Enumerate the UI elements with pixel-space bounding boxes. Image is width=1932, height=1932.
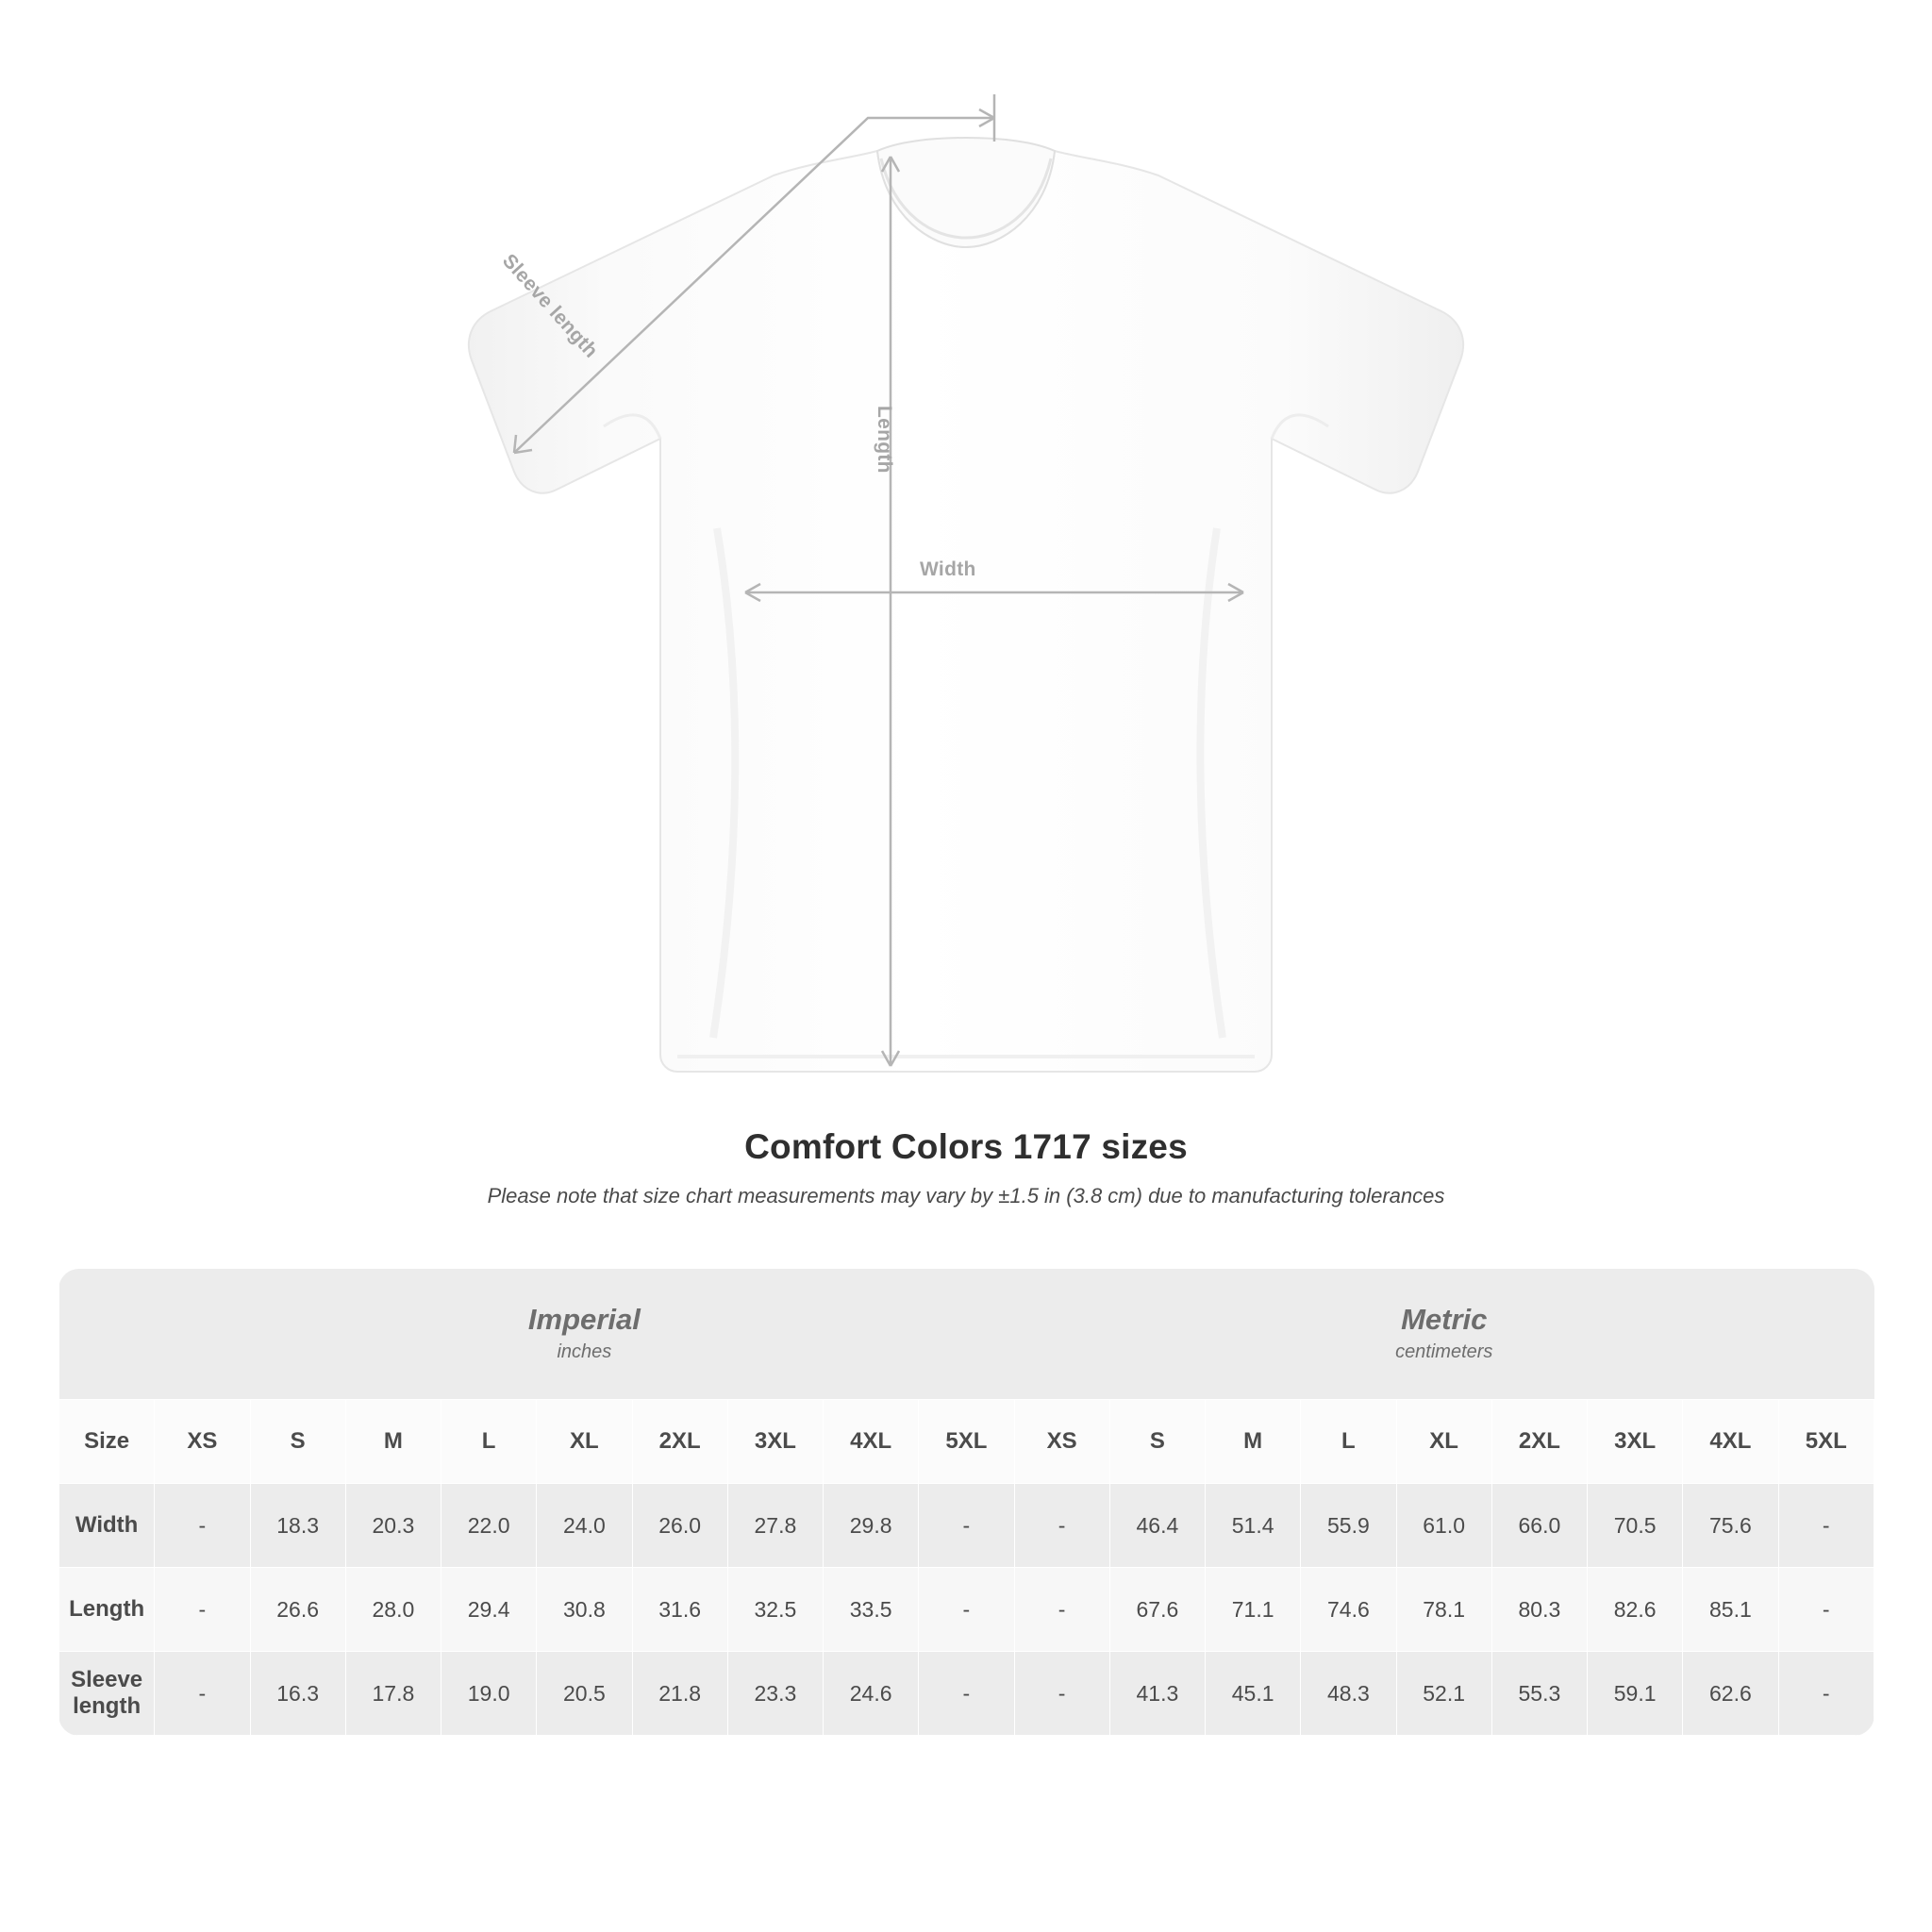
column-header-2xl-metric: 2XL xyxy=(1491,1400,1587,1484)
cell-width-xs-metric: - xyxy=(1014,1484,1109,1568)
cell-length-s-metric: 67.6 xyxy=(1109,1568,1205,1652)
cell-width-l-metric: 55.9 xyxy=(1301,1484,1396,1568)
column-header-2xl-imperial: 2XL xyxy=(632,1400,727,1484)
row-header-length: Length xyxy=(59,1568,155,1652)
cell-sleeve-length-2xl-imperial: 21.8 xyxy=(632,1652,727,1736)
label-sleeve-length: Sleeve length xyxy=(497,250,603,362)
cell-sleeve-length-4xl-imperial: 24.6 xyxy=(824,1652,919,1736)
column-header-xs-imperial: XS xyxy=(155,1400,250,1484)
column-header-3xl-imperial: 3XL xyxy=(727,1400,823,1484)
cell-sleeve-length-3xl-metric: 59.1 xyxy=(1588,1652,1683,1736)
cell-width-m-imperial: 20.3 xyxy=(345,1484,441,1568)
label-width: Width xyxy=(920,558,976,580)
cell-length-4xl-imperial: 33.5 xyxy=(824,1568,919,1652)
cell-length-5xl-imperial: - xyxy=(919,1568,1014,1652)
cell-length-2xl-imperial: 31.6 xyxy=(632,1568,727,1652)
table-row xyxy=(59,1568,1874,1652)
column-header-xl-imperial: XL xyxy=(537,1400,632,1484)
cell-width-xl-metric: 61.0 xyxy=(1396,1484,1491,1568)
size-table xyxy=(58,1269,1874,1736)
cell-sleeve-length-5xl-metric: - xyxy=(1778,1652,1874,1736)
shirt-shape xyxy=(469,138,1463,1072)
cell-width-2xl-metric: 66.0 xyxy=(1491,1484,1587,1568)
cell-length-xs-imperial: - xyxy=(155,1568,250,1652)
column-header-l-metric: L xyxy=(1301,1400,1396,1484)
cell-length-4xl-metric: 85.1 xyxy=(1683,1568,1778,1652)
cell-sleeve-length-4xl-metric: 62.6 xyxy=(1683,1652,1778,1736)
cell-width-l-imperial: 22.0 xyxy=(441,1484,537,1568)
cell-width-2xl-imperial: 26.0 xyxy=(632,1484,727,1568)
unit-group-name: Imperial xyxy=(527,1302,641,1336)
column-header-s-metric: S xyxy=(1109,1400,1205,1484)
cell-sleeve-length-m-imperial: 17.8 xyxy=(345,1652,441,1736)
cell-sleeve-length-s-imperial: 16.3 xyxy=(250,1652,345,1736)
column-header-xs-metric: XS xyxy=(1014,1400,1109,1484)
cell-width-xs-imperial: - xyxy=(155,1484,250,1568)
cell-length-xl-imperial: 30.8 xyxy=(537,1568,632,1652)
table-row xyxy=(59,1484,1874,1568)
chart-heading xyxy=(0,1127,1932,1208)
cell-width-xl-imperial: 24.0 xyxy=(537,1484,632,1568)
column-header-3xl-metric: 3XL xyxy=(1588,1400,1683,1484)
unit-group-imperial xyxy=(155,1269,1014,1400)
cell-sleeve-length-xs-imperial: - xyxy=(155,1652,250,1736)
label-length: Length xyxy=(874,406,895,474)
cell-sleeve-length-s-metric: 41.3 xyxy=(1109,1652,1205,1736)
unit-group-metric xyxy=(1014,1269,1874,1400)
cell-length-3xl-metric: 82.6 xyxy=(1588,1568,1683,1652)
column-header-m-metric: M xyxy=(1206,1400,1301,1484)
cell-length-xl-metric: 78.1 xyxy=(1396,1568,1491,1652)
cell-width-4xl-metric: 75.6 xyxy=(1683,1484,1778,1568)
cell-sleeve-length-xl-metric: 52.1 xyxy=(1396,1652,1491,1736)
cell-length-l-metric: 74.6 xyxy=(1301,1568,1396,1652)
column-header-5xl-metric: 5XL xyxy=(1778,1400,1874,1484)
size-header-row xyxy=(59,1400,1874,1484)
cell-width-s-imperial: 18.3 xyxy=(250,1484,345,1568)
column-header-size: Size xyxy=(59,1400,155,1484)
cell-width-3xl-imperial: 27.8 xyxy=(727,1484,823,1568)
column-header-xl-metric: XL xyxy=(1396,1400,1491,1484)
cell-sleeve-length-5xl-imperial: - xyxy=(919,1652,1014,1736)
cell-sleeve-length-m-metric: 45.1 xyxy=(1206,1652,1301,1736)
cell-length-m-metric: 71.1 xyxy=(1206,1568,1301,1652)
cell-sleeve-length-2xl-metric: 55.3 xyxy=(1491,1652,1587,1736)
cell-sleeve-length-xl-imperial: 20.5 xyxy=(537,1652,632,1736)
column-header-m-imperial: M xyxy=(345,1400,441,1484)
unit-group-subtitle: inches xyxy=(557,1341,612,1363)
cell-length-2xl-metric: 80.3 xyxy=(1491,1568,1587,1652)
cell-length-l-imperial: 29.4 xyxy=(441,1568,537,1652)
cell-width-s-metric: 46.4 xyxy=(1109,1484,1205,1568)
cell-sleeve-length-l-imperial: 19.0 xyxy=(441,1652,537,1736)
cell-sleeve-length-l-metric: 48.3 xyxy=(1301,1652,1396,1736)
cell-length-m-imperial: 28.0 xyxy=(345,1568,441,1652)
cell-sleeve-length-3xl-imperial: 23.3 xyxy=(727,1652,823,1736)
column-header-5xl-imperial: 5XL xyxy=(919,1400,1014,1484)
unit-header-row xyxy=(59,1269,1874,1400)
unit-group-name: Metric xyxy=(1401,1302,1488,1336)
column-header-s-imperial: S xyxy=(250,1400,345,1484)
column-header-4xl-metric: 4XL xyxy=(1683,1400,1778,1484)
cell-length-5xl-metric: - xyxy=(1778,1568,1874,1652)
cell-sleeve-length-xs-metric: - xyxy=(1014,1652,1109,1736)
cell-width-5xl-metric: - xyxy=(1778,1484,1874,1568)
size-table-container xyxy=(58,1269,1874,1736)
cell-width-m-metric: 51.4 xyxy=(1206,1484,1301,1568)
column-header-l-imperial: L xyxy=(441,1400,537,1484)
table-row xyxy=(59,1652,1874,1736)
cell-length-3xl-imperial: 32.5 xyxy=(727,1568,823,1652)
column-header-4xl-imperial: 4XL xyxy=(824,1400,919,1484)
row-header-sleeve-length: Sleeve length xyxy=(59,1652,155,1736)
cell-length-s-imperial: 26.6 xyxy=(250,1568,345,1652)
unit-group-subtitle: centimeters xyxy=(1395,1341,1493,1363)
unit-row-spacer xyxy=(59,1269,155,1400)
cell-length-xs-metric: - xyxy=(1014,1568,1109,1652)
tolerance-note: Please note that size chart measurements may vary by ±1.5 in (3.8 cm) due to manufacturing tolerances xyxy=(487,1184,1445,1208)
page-title: Comfort Colors 1717 sizes xyxy=(744,1127,1188,1166)
cell-width-5xl-imperial: - xyxy=(919,1484,1014,1568)
row-header-width: Width xyxy=(59,1484,155,1568)
cell-width-4xl-imperial: 29.8 xyxy=(824,1484,919,1568)
cell-width-3xl-metric: 70.5 xyxy=(1588,1484,1683,1568)
